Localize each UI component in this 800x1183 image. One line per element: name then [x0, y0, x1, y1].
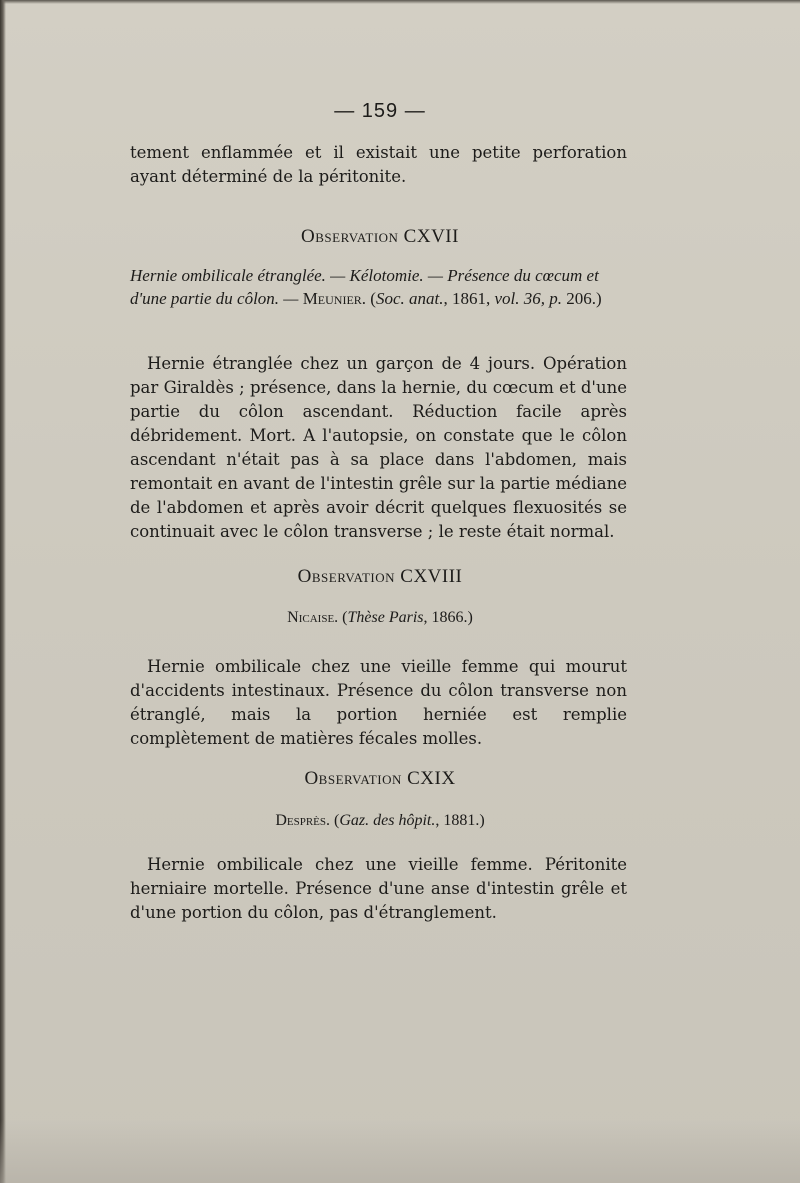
observation-reference-cxviii — [0, 609, 760, 627]
reference-author: Desprès. — [275, 812, 331, 829]
reference-source: Thèse Paris — [347, 609, 424, 626]
subtitle-year: , 1861, — [443, 289, 495, 308]
reference-author: Nicaise. — [287, 609, 339, 626]
observation-heading-cxvii: Observation CXVII — [301, 226, 459, 247]
subtitle-source: Soc. anat. — [375, 289, 444, 308]
subtitle-title: Hernie ombilicale étranglée. — Kélotomie. — Présence du cœcum et d'une partie du côlon. — — [130, 266, 599, 308]
observation-subtitle-cxvii — [130, 264, 627, 310]
observation-heading-cxix: Observation CXIX — [304, 768, 456, 789]
observation-body-cxviii: Hernie ombilicale chez une vieille femme qui mourut d'accidents intestinaux. Présence du côlon transverse non étranglé, mais la portion herniée est remplie complètement de matières fécales molles. — [130, 657, 627, 748]
observation-heading-cxviii: Observation CXVIII — [297, 566, 463, 587]
reference-source-open: ( — [330, 812, 340, 829]
observation-reference-cxix — [0, 812, 760, 830]
page-top-edge — [0, 0, 800, 4]
reference-year: , 1866.) — [423, 609, 473, 626]
page-bottom-shade — [0, 1120, 800, 1183]
subtitle-author: Meunier. — [302, 289, 367, 308]
observation-body-cxvii: Hernie étranglée chez un garçon de 4 jours. Opération par Giraldès ; présence, dans la hernie, du cœcum et d'une partie du côlon ascendant. Réduction facile après débridement. Mort. A l'autopsie, on constate que le côlon ascendant n'était pas à sa place dans l'abdomen, mais remontait en avant de l'intestin grêle sur la partie médiane de l'abdomen et après avoir décrit quelques flexuosités se continuait avec le côlon transverse ; le reste était normal. — [130, 354, 627, 541]
observation-body-cxix: Hernie ombilicale chez une vieille femme. Péritonite herniaire mortelle. Présence d'une anse d'intestin grêle et d'une portion du côlon, pas d'étranglement. — [130, 855, 627, 922]
reference-year: , 1881.) — [435, 812, 485, 829]
page-number: — 159 — — [334, 100, 426, 122]
reference-source: Gaz. des hôpit. — [339, 812, 436, 829]
subtitle-source-open: ( — [366, 289, 376, 308]
page-binding-edge — [0, 0, 6, 1183]
subtitle-page: 206.) — [562, 289, 602, 308]
intro-paragraph — [130, 141, 627, 189]
reference-source-open: ( — [338, 609, 348, 626]
subtitle-volume: vol. 36, p. — [494, 289, 563, 308]
intro-text: tement enflammée et il existait une petite perforation ayant déterminé de la péritonite. — [130, 143, 627, 186]
